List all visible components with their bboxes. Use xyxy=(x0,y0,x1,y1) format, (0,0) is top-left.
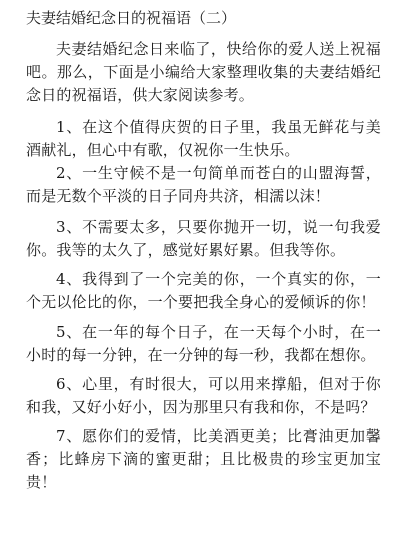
blessing-item-2: 2、一生守候不是一句简单而苍白的山盟海誓，而是无数个平淡的日子同舟共济，相濡以沫！ xyxy=(26,164,381,205)
blessing-item-7: 7、愿你们的爱情，比美酒更美；比膏油更加馨香；比蜂房下滴的蜜更甜；且比极贵的珍宝更加宝贵！ xyxy=(26,427,381,491)
blessing-item-6: 6、心里，有时很大，可以用来撑船，但对于你和我，又好小好小，因为那里只有我和你，不是吗？ xyxy=(26,375,381,416)
blessing-item-5: 5、在一年的每个日子，在一天每个小时，在一小时的每一分钟，在一分钟的每一秒，我都在想你。 xyxy=(26,323,381,364)
blessing-item-3: 3、不需要太多，只要你抛开一切，说一句我爱你。我等的太久了，感觉好累好累。但我等你。 xyxy=(26,218,381,259)
blessing-item-4: 4、我得到了一个完美的你，一个真实的你，一个无以伦比的你，一个要把我全身心的爱倾诉的你！ xyxy=(26,270,381,311)
document-title: 夫妻结婚纪念日的祝福语（二） xyxy=(26,9,237,27)
blessing-item-1: 1、在这个值得庆贺的日子里，我虽无鲜花与美酒献礼，但心中有歌，仅祝你一生快乐。 xyxy=(26,118,381,159)
intro-paragraph: 夫妻结婚纪念日来临了，快给你的爱人送上祝福吧。那么，下面是小编给大家整理收集的夫妻结婚纪念日的祝福语，供大家阅读参考。 xyxy=(26,40,381,104)
